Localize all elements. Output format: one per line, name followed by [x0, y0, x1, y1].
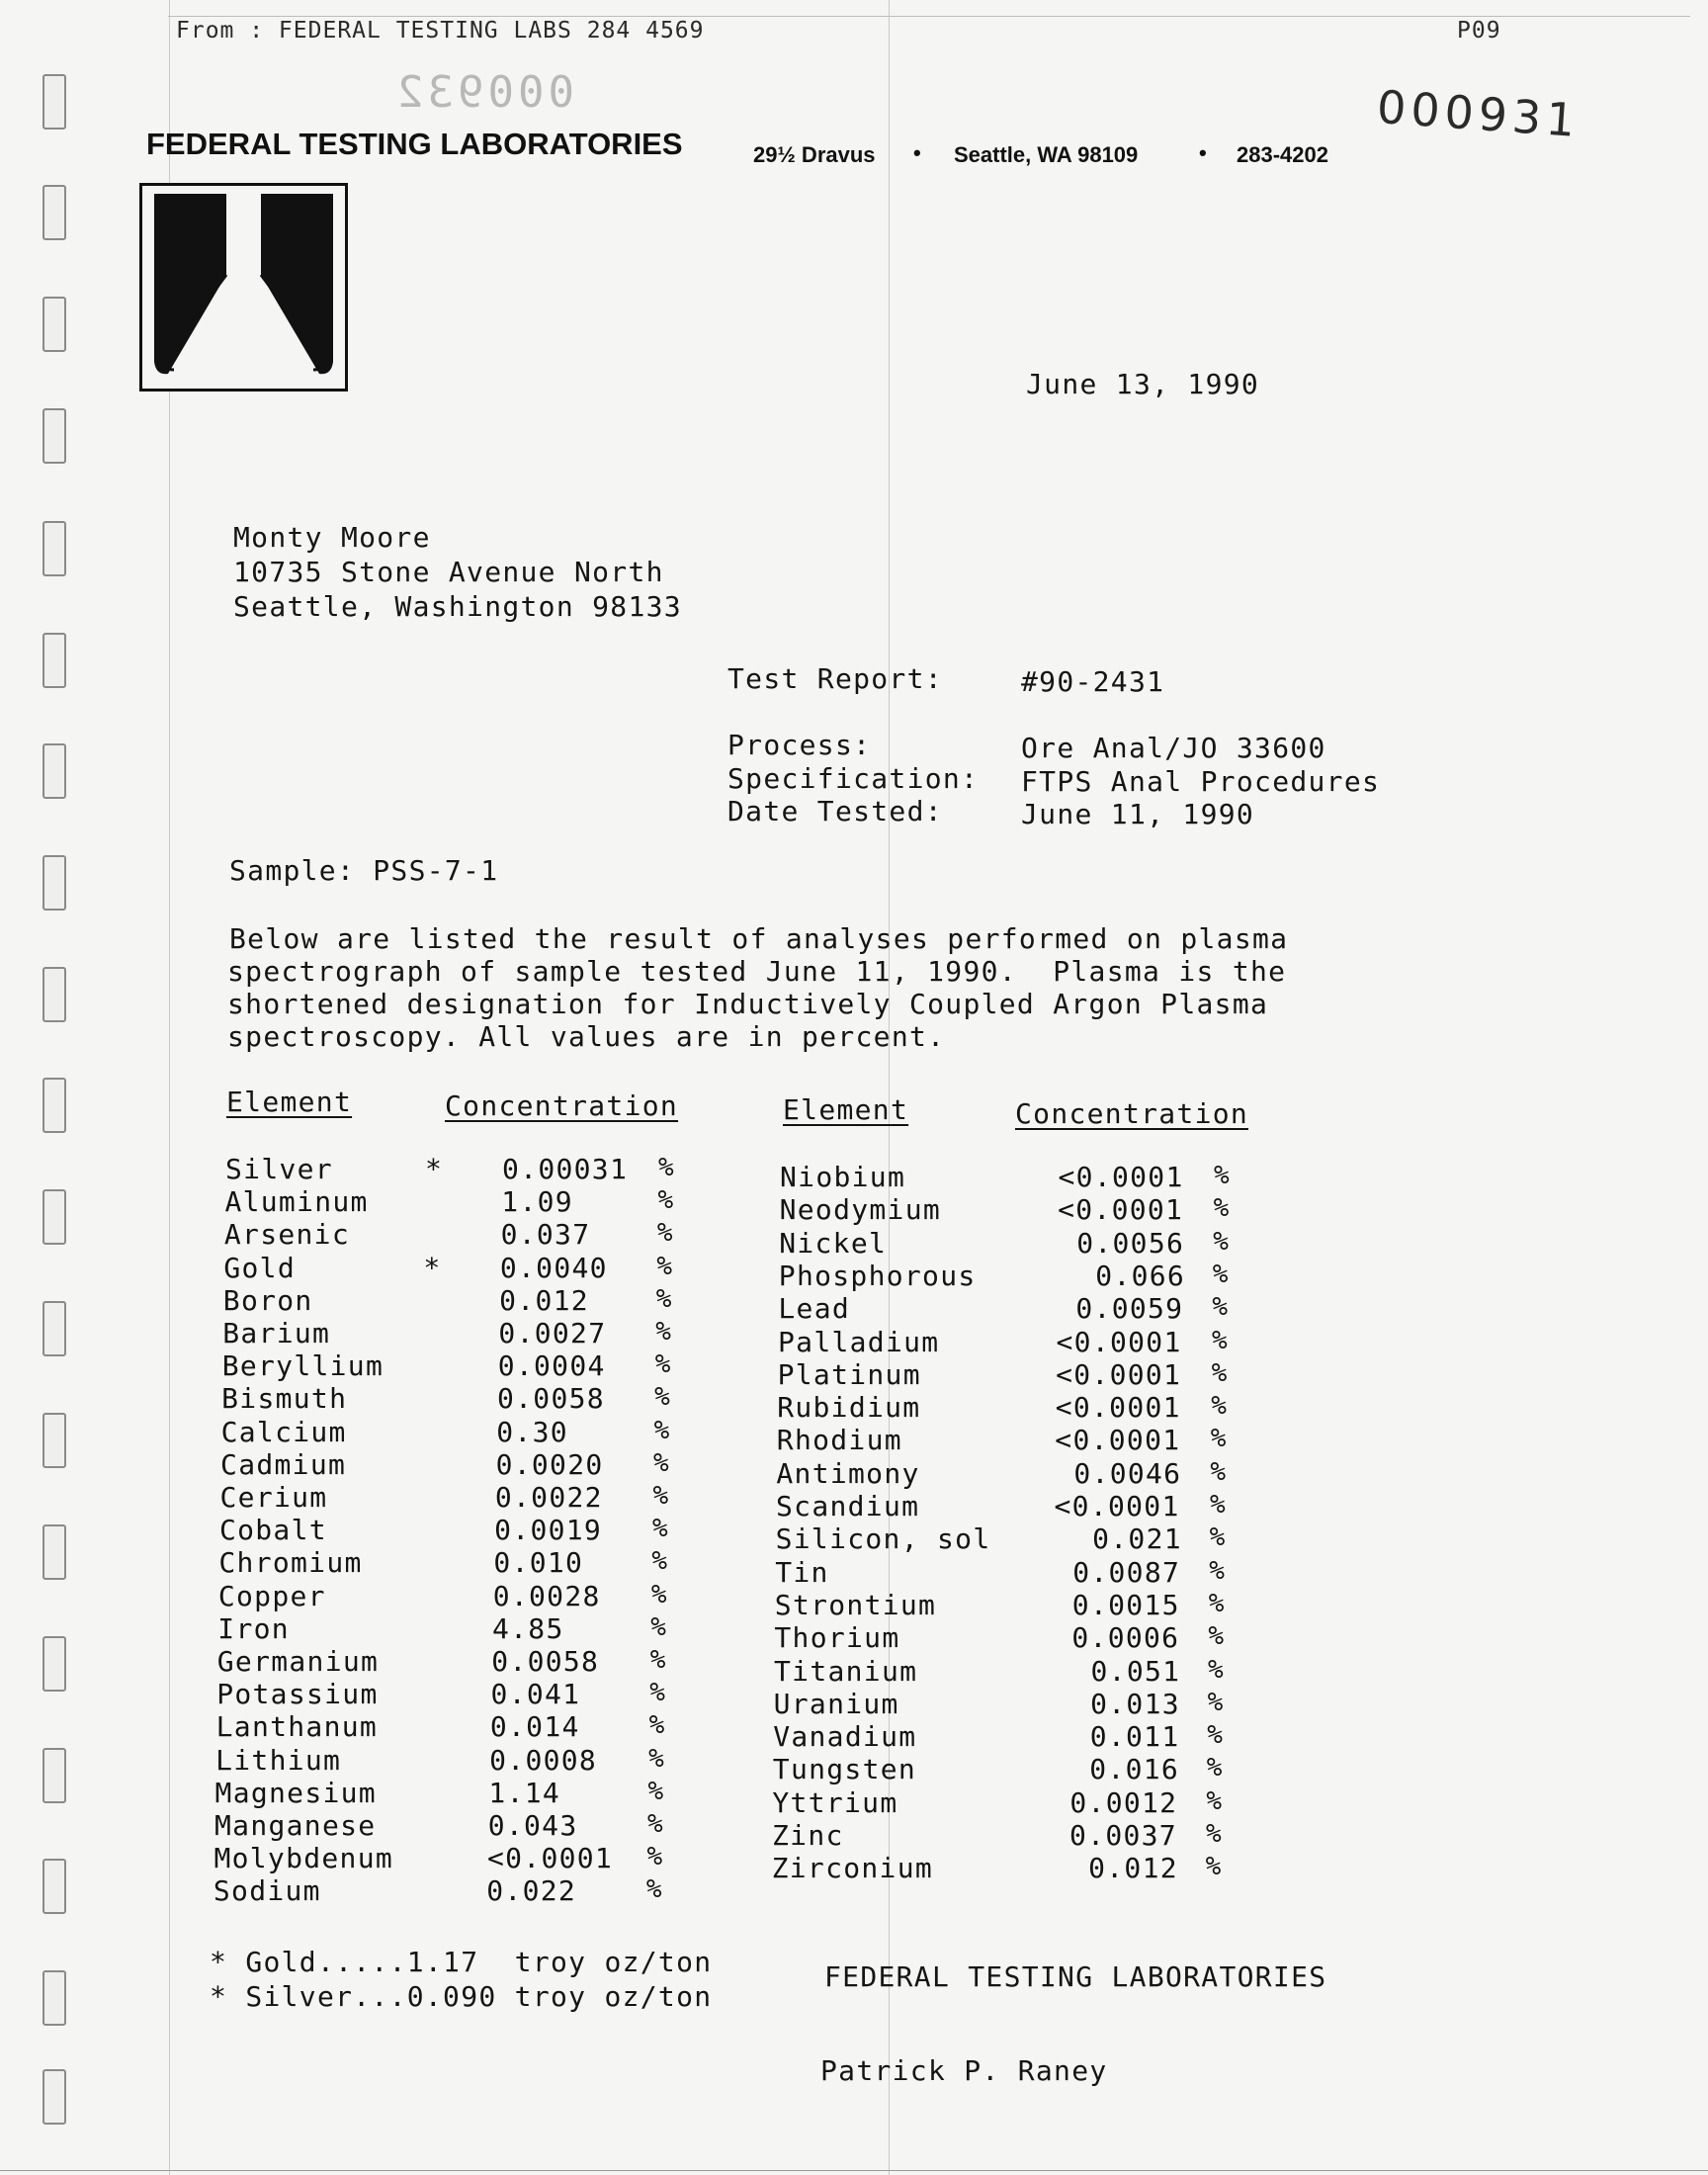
- concentration-value: 0.014: [489, 1710, 580, 1744]
- element-name: Copper: [217, 1579, 326, 1612]
- percent-unit: %: [656, 1251, 672, 1281]
- letterhead-street: 29½ Dravus: [753, 142, 876, 167]
- element-name: Boron: [222, 1283, 313, 1317]
- percent-unit: %: [1212, 1325, 1228, 1355]
- element-name: Lithium: [215, 1743, 342, 1777]
- signature-company: FEDERAL TESTING LABORATORIES: [824, 1960, 1327, 1993]
- concentration-value: 0.30: [496, 1415, 568, 1448]
- element-name: Scandium: [776, 1490, 920, 1522]
- percent-unit: %: [650, 1611, 666, 1642]
- test-report-label: Test Report:: [727, 662, 943, 695]
- concentration-value: 0.0027: [498, 1317, 607, 1349]
- letterhead-city: Seattle, WA 98109: [954, 142, 1139, 167]
- perforation-hole: [43, 297, 66, 352]
- perforation-hole: [43, 967, 66, 1022]
- percent-unit: %: [648, 1743, 664, 1774]
- perforation-hole: [43, 1859, 66, 1914]
- element-name: Barium: [222, 1317, 331, 1349]
- percent-unit: %: [1206, 1753, 1223, 1784]
- intro-line-2: spectrograph of sample tested June 11, 1990. Plasma is the: [227, 955, 1287, 988]
- perforation-hole: [43, 1078, 66, 1133]
- concentration-value: 0.0028: [492, 1579, 601, 1612]
- concentration-value: <0.0001: [1055, 1424, 1181, 1457]
- concentration-value: 0.0006: [1071, 1621, 1180, 1655]
- percent-unit: %: [653, 1415, 670, 1445]
- process-value: Ore Anal/JO 33600: [1021, 732, 1326, 764]
- perforation-hole: [43, 521, 66, 576]
- element-name: Potassium: [216, 1678, 379, 1711]
- perforation-hole: [43, 185, 66, 240]
- perforation-hole: [43, 1189, 66, 1245]
- concentration-value: 0.0004: [497, 1349, 606, 1383]
- element-name: Antimony: [776, 1456, 920, 1490]
- concentration-value: <0.0001: [1055, 1391, 1181, 1425]
- fax-page-number: P09: [1457, 18, 1501, 44]
- concentration-value: <0.0001: [1058, 1161, 1184, 1193]
- specification-value: FTPS Anal Procedures: [1021, 765, 1381, 798]
- element-name: Palladium: [778, 1325, 940, 1358]
- percent-unit: %: [1210, 1490, 1226, 1520]
- intro-line-1: Below are listed the result of analyses performed on plasma: [229, 922, 1289, 955]
- percent-unit: %: [648, 1710, 665, 1741]
- concentration-value: <0.0001: [1056, 1357, 1182, 1391]
- percent-unit: %: [653, 1447, 669, 1478]
- concentration-value: 0.0040: [499, 1251, 608, 1284]
- percent-unit: %: [1207, 1687, 1224, 1717]
- concentration-value: <0.0001: [486, 1842, 614, 1875]
- percent-unit: %: [1212, 1259, 1229, 1289]
- perforation-hole: [43, 2069, 66, 2125]
- concentration-value: 0.010: [493, 1546, 584, 1580]
- element-name: Cobalt: [218, 1514, 327, 1547]
- right-header-element: Element: [783, 1093, 909, 1126]
- concentration-value: 0.0022: [494, 1481, 603, 1514]
- percent-unit: %: [655, 1283, 672, 1314]
- page-number-stamp: 000931: [1375, 79, 1582, 148]
- concentration-value: 0.016: [1089, 1753, 1180, 1786]
- concentration-value: 1.14: [488, 1776, 561, 1809]
- percent-unit: %: [1211, 1391, 1227, 1422]
- element-name: Titanium: [774, 1654, 918, 1688]
- left-header-element: Element: [226, 1086, 353, 1118]
- perforation-hole: [43, 633, 66, 688]
- element-name: Platinum: [777, 1357, 921, 1391]
- concentration-value: 0.011: [1089, 1720, 1180, 1754]
- concentration-value: 0.0020: [495, 1447, 604, 1481]
- percent-unit: %: [1209, 1555, 1225, 1586]
- process-label: Process:: [727, 729, 872, 761]
- perforation-hole: [43, 1301, 66, 1356]
- percent-unit: %: [1213, 1193, 1230, 1224]
- footnote-gold: * Gold.....1.17 troy oz/ton: [210, 1946, 713, 1978]
- fold-line-center: [889, 0, 890, 2175]
- element-name: Germanium: [216, 1645, 380, 1678]
- letterhead-bullet-2: •: [1199, 140, 1207, 165]
- element-name: Silver: [225, 1153, 333, 1185]
- concentration-value: 0.0037: [1069, 1819, 1177, 1852]
- element-name: Yttrium: [772, 1785, 898, 1819]
- percent-unit: %: [1206, 1785, 1223, 1816]
- left-header-concentration: Concentration: [445, 1089, 679, 1122]
- element-name: Magnesium: [214, 1776, 377, 1809]
- concentration-value: 0.0087: [1072, 1555, 1181, 1589]
- perforation-hole: [43, 743, 66, 799]
- percent-unit: %: [1209, 1522, 1226, 1553]
- percent-unit: %: [1207, 1720, 1223, 1751]
- date-tested-label: Date Tested:: [727, 795, 943, 827]
- recipient-name: Monty Moore: [233, 521, 431, 554]
- perforation-hole: [43, 1748, 66, 1803]
- recipient-city: Seattle, Washington 98133: [233, 590, 682, 623]
- concentration-value: 0.0046: [1073, 1456, 1182, 1490]
- element-name: Nickel: [779, 1226, 888, 1260]
- concentration-value: 0.066: [1095, 1259, 1186, 1292]
- percent-unit: %: [651, 1546, 668, 1577]
- element-name: Rubidium: [777, 1391, 921, 1425]
- perforation-hole: [43, 1524, 66, 1580]
- footnote-marker: *: [425, 1153, 442, 1185]
- concentration-value: 0.0008: [489, 1743, 598, 1777]
- percent-unit: %: [649, 1678, 665, 1708]
- perforation-hole: [43, 1636, 66, 1692]
- percent-unit: %: [1208, 1588, 1225, 1618]
- element-name: Uranium: [773, 1687, 899, 1720]
- element-name: Chromium: [218, 1546, 363, 1580]
- concentration-value: <0.0001: [1058, 1193, 1184, 1227]
- element-name: Rhodium: [776, 1424, 902, 1457]
- concentration-value: 1.09: [501, 1185, 573, 1219]
- percent-unit: %: [647, 1776, 664, 1806]
- element-name: Arsenic: [223, 1218, 350, 1252]
- concentration-value: 4.85: [491, 1611, 564, 1645]
- concentration-value: 0.00031: [502, 1153, 629, 1185]
- top-rule: [168, 16, 1690, 17]
- letterhead-phone: 283-4202: [1237, 142, 1328, 167]
- element-name: Silicon, sol: [775, 1522, 991, 1556]
- letter-date: June 13, 1990: [1026, 368, 1260, 400]
- concentration-value: 0.0058: [496, 1382, 605, 1416]
- perforation-hole: [43, 408, 66, 464]
- perforation-hole: [43, 74, 66, 130]
- percent-unit: %: [1212, 1292, 1229, 1323]
- perforation-hole: [43, 855, 66, 911]
- element-name: Cerium: [219, 1481, 328, 1514]
- percent-unit: %: [650, 1579, 667, 1610]
- percent-unit: %: [658, 1153, 674, 1182]
- percent-unit: %: [654, 1349, 671, 1380]
- perforation-strip: [0, 0, 109, 2175]
- element-name: Phosphorous: [778, 1259, 977, 1292]
- footnote-silver: * Silver...0.090 troy oz/ton: [210, 1980, 713, 2013]
- right-header-concentration: Concentration: [1015, 1097, 1249, 1130]
- element-name: Thorium: [774, 1621, 900, 1655]
- company-logo: [139, 183, 348, 392]
- percent-unit: %: [1210, 1456, 1227, 1487]
- element-name: Sodium: [213, 1874, 321, 1908]
- concentration-value: 0.0056: [1076, 1226, 1185, 1260]
- bottom-rule: [0, 2170, 1708, 2171]
- percent-unit: %: [1205, 1852, 1222, 1882]
- element-name: Neodymium: [779, 1193, 942, 1227]
- element-name: Calcium: [220, 1415, 347, 1448]
- percent-unit: %: [651, 1514, 668, 1544]
- element-name: Cadmium: [220, 1447, 347, 1481]
- concentration-value: 0.0058: [491, 1645, 600, 1678]
- element-name: Strontium: [774, 1588, 937, 1621]
- date-tested-value: June 11, 1990: [1021, 798, 1255, 830]
- concentration-value: 0.012: [1088, 1852, 1178, 1885]
- concentration-value: 0.022: [486, 1874, 577, 1908]
- percent-unit: %: [649, 1645, 666, 1675]
- element-name: Lanthanum: [215, 1710, 379, 1744]
- element-name: Bismuth: [221, 1382, 348, 1416]
- percent-unit: %: [1208, 1654, 1224, 1685]
- percent-unit: %: [657, 1185, 674, 1216]
- fax-from-line: From : FEDERAL TESTING LABS 284 4569: [176, 18, 705, 44]
- concentration-value: 0.043: [487, 1809, 578, 1842]
- percent-unit: %: [656, 1218, 673, 1249]
- intro-line-3: shortened designation for Inductively Coupled Argon Plasma: [227, 988, 1269, 1020]
- element-name: Lead: [778, 1292, 851, 1326]
- sample-id: Sample: PSS-7-1: [229, 854, 499, 887]
- element-name: Iron: [217, 1611, 290, 1645]
- footnote-marker: *: [423, 1251, 441, 1284]
- concentration-value: <0.0001: [1054, 1490, 1180, 1522]
- concentration-value: 0.041: [490, 1678, 581, 1711]
- percent-unit: %: [1211, 1357, 1228, 1388]
- percent-unit: %: [652, 1481, 669, 1511]
- signer-name: Patrick P. Raney: [820, 2054, 1108, 2087]
- percent-unit: %: [645, 1874, 662, 1905]
- concentration-value: <0.0001: [1056, 1325, 1182, 1358]
- element-name: Gold: [223, 1251, 296, 1284]
- concentration-value: 0.051: [1090, 1654, 1181, 1688]
- percent-unit: %: [1208, 1621, 1225, 1652]
- percent-unit: %: [654, 1382, 670, 1413]
- percent-unit: %: [646, 1842, 663, 1872]
- element-name: Manganese: [214, 1809, 377, 1842]
- specification-label: Specification:: [727, 762, 980, 795]
- element-name: Vanadium: [773, 1720, 917, 1754]
- percent-unit: %: [647, 1809, 663, 1839]
- element-name: Niobium: [780, 1161, 906, 1193]
- concentration-value: 0.021: [1092, 1522, 1182, 1556]
- concentration-value: 0.0012: [1069, 1785, 1178, 1819]
- element-name: Tungsten: [772, 1753, 917, 1786]
- element-name: Molybdenum: [214, 1842, 394, 1875]
- element-name: Tin: [775, 1555, 829, 1589]
- element-name: Zirconium: [771, 1852, 934, 1885]
- percent-unit: %: [1206, 1819, 1222, 1849]
- element-name: Zinc: [772, 1819, 844, 1852]
- perforation-hole: [43, 1970, 66, 2026]
- element-name: Beryllium: [221, 1349, 384, 1383]
- element-name: Aluminum: [224, 1185, 369, 1219]
- intro-line-4: spectroscopy. All values are in percent.: [227, 1020, 946, 1053]
- concentration-value: 0.012: [499, 1283, 589, 1317]
- letterhead-name: FEDERAL TESTING LABORATORIES: [146, 127, 683, 161]
- percent-unit: %: [1214, 1161, 1230, 1190]
- concentration-value: 0.0015: [1071, 1588, 1180, 1621]
- letterhead-bullet-1: •: [913, 140, 921, 165]
- concentration-value: 0.037: [500, 1218, 591, 1252]
- concentration-value: 0.013: [1090, 1687, 1180, 1720]
- perforation-hole: [43, 1413, 66, 1468]
- concentration-value: 0.0059: [1075, 1292, 1184, 1326]
- bleed-through-number: 000932: [393, 67, 574, 118]
- percent-unit: %: [1213, 1226, 1229, 1257]
- percent-unit: %: [655, 1317, 671, 1347]
- test-report-value: #90-2431: [1021, 665, 1165, 698]
- percent-unit: %: [1210, 1424, 1227, 1454]
- concentration-value: 0.0019: [494, 1514, 603, 1547]
- flask-logo-icon: [142, 186, 345, 389]
- recipient-street: 10735 Stone Avenue North: [233, 556, 664, 588]
